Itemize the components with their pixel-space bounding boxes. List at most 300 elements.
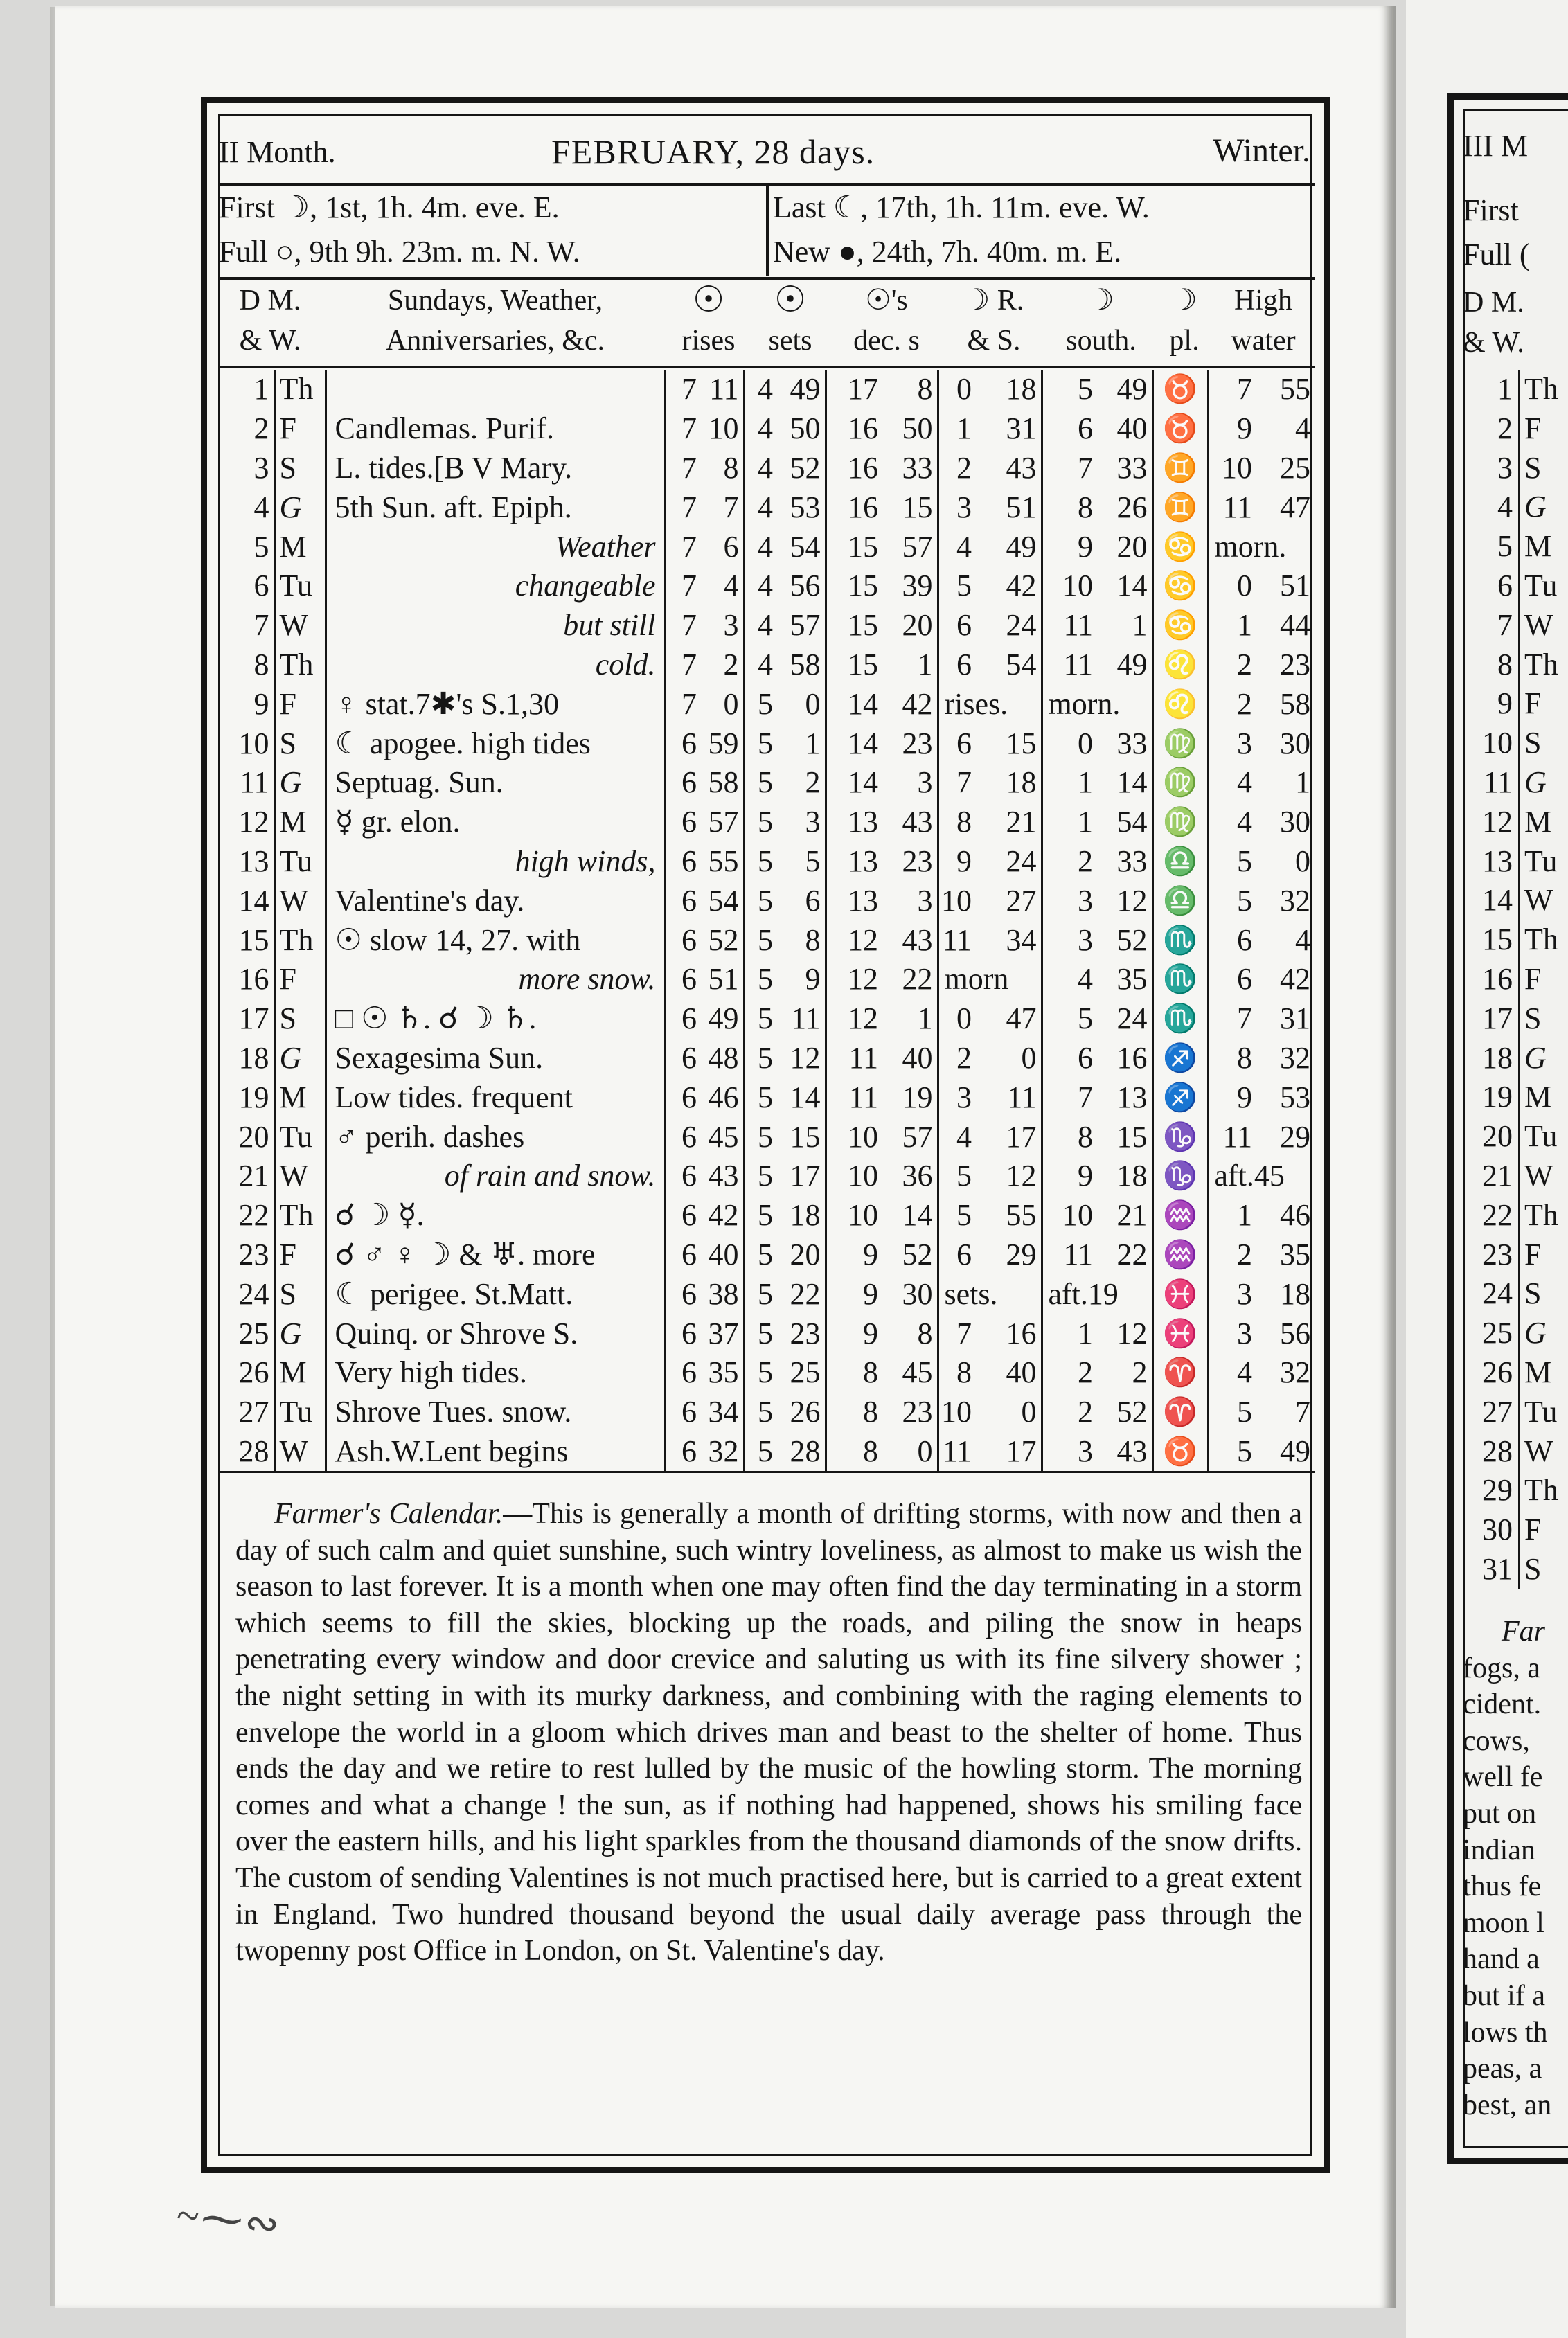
declination-minutes: 3	[882, 763, 938, 803]
moon-rise-hour: 11	[942, 1434, 972, 1468]
event-text: ☿ gr. elon.	[326, 803, 665, 842]
high-water-hour: 8	[1237, 1040, 1252, 1075]
next-page-row	[1463, 1510, 1558, 1550]
next-day-week: Th	[1524, 1473, 1558, 1508]
declination-degrees: 14	[848, 686, 878, 721]
declination-degrees: 13	[848, 805, 878, 839]
next-page-text-line: indian	[1463, 1834, 1535, 1866]
day-of-week: M	[274, 1078, 326, 1117]
day-of-week: F	[274, 960, 326, 999]
moon-south-minute: 54	[1097, 803, 1152, 842]
high-water-hour: 10	[1222, 450, 1252, 485]
moon-south-minute: 33	[1097, 449, 1152, 488]
farmers-calendar-text	[235, 1496, 1302, 1970]
sunset-hour: 4	[758, 529, 773, 564]
next-page-text-line: moon l	[1463, 1907, 1544, 1939]
next-page-row	[1463, 1196, 1558, 1235]
col-day: D M. & W.	[239, 285, 301, 357]
moon-sign: ♍	[1152, 724, 1208, 763]
next-page-row	[1463, 566, 1558, 606]
high-water-minute: 35	[1280, 1237, 1310, 1271]
moon-sign: ♋	[1152, 606, 1208, 645]
day-of-month: 24	[219, 1274, 274, 1314]
high-water-hour: 11	[1222, 490, 1252, 524]
moon-rise-hour: 2	[956, 450, 972, 485]
farmers-calendar-body: —This is generally a month of drifting storms, with now and then a day of such calm and quiet sunshine, such wintry loveliness, as almost to make us wish the season to last forever. It is a month when one may often find the day terminating in a storm which seems to fill the skies, blocking up the roads, and piling the snow in heaps penetrating every window and door crevice and saluting us with its fine silvery shower ; the night setting in with its murky darkness, and combining with the raging elements to envelope the world in a gloom which drives man and beast to the shelter of home. Thus ends the day and we retire to rest lulled by the music of the howling storm. The morning comes and what a change ! the sun, as if nothing had happened, shows his smiling face over the eastern hills, and his light sparkles from the thousand diamonds of the snow drifts. The custom of sending Valentines is not much practised here, but is carried to a great extent in England. Two hundred thousand beyond the usual daily average pass through the twopenny post Office in London, on St. Valentine's day.	[235, 1498, 1302, 1967]
sunset-minute: 2	[777, 763, 826, 803]
declination-degrees: 16	[848, 490, 878, 524]
column-header-rule	[219, 366, 1315, 368]
sunrise-minute: 32	[701, 1432, 744, 1472]
moon-rise-minute: 54	[976, 645, 1042, 685]
high-water-hour: 3	[1237, 1276, 1252, 1311]
next-page-text-line: thus fe	[1463, 1871, 1542, 1903]
high-water-hour: 7	[1237, 1001, 1252, 1036]
day-of-month: 20	[219, 1117, 274, 1157]
day-of-month: 25	[219, 1314, 274, 1353]
sunrise-hour: 6	[681, 1276, 697, 1311]
sunrise-hour: 6	[681, 883, 697, 918]
declination-minutes: 42	[882, 684, 938, 724]
next-day-week: S	[1524, 726, 1542, 760]
moon-rise-minute: 24	[976, 606, 1042, 645]
declination-degrees: 9	[863, 1237, 878, 1271]
declination-minutes: 3	[882, 881, 938, 920]
sunrise-hour: 6	[681, 1434, 697, 1468]
high-water-minute: 29	[1280, 1119, 1310, 1154]
declination-minutes: 23	[882, 724, 938, 763]
day-of-week: G	[274, 1314, 326, 1353]
high-water-hour: 4	[1237, 765, 1252, 800]
next-page-row	[1463, 1274, 1558, 1314]
moon-sign: ♌	[1152, 684, 1208, 724]
moon-rise-hour: 9	[956, 844, 972, 878]
sunset-minute: 18	[777, 1196, 826, 1235]
moon-south-minute: 33	[1097, 842, 1152, 882]
sunrise-minute: 40	[701, 1235, 744, 1275]
day-of-month: 4	[219, 488, 274, 527]
moon-sign: ♌	[1152, 645, 1208, 685]
moon-rise-hour: sets.	[944, 1276, 998, 1311]
calendar-row	[219, 1117, 1315, 1157]
moon-sign: ♓	[1152, 1314, 1208, 1353]
moon-sign: ♍	[1152, 803, 1208, 842]
moon-rise-minute: 17	[976, 1117, 1042, 1157]
next-page-row	[1463, 1353, 1558, 1393]
day-of-month: 28	[219, 1432, 274, 1472]
sunset-hour: 5	[758, 765, 773, 800]
moon-south-minute: 1	[1097, 606, 1152, 645]
day-of-month: 13	[219, 842, 274, 882]
moon-south-minute: 33	[1097, 724, 1152, 763]
next-day-number: 1	[1463, 370, 1520, 409]
sunrise-hour: 7	[681, 450, 697, 485]
sunset-hour: 5	[758, 1159, 773, 1193]
day-of-month: 9	[219, 684, 274, 724]
calendar-row	[219, 1157, 1315, 1196]
day-of-week: W	[274, 1432, 326, 1472]
sunrise-hour: 7	[681, 647, 697, 681]
declination-minutes: 45	[882, 1353, 938, 1393]
declination-degrees: 15	[848, 529, 878, 564]
sunrise-hour: 6	[681, 1080, 697, 1114]
sunrise-minute: 49	[701, 999, 744, 1039]
moon-rise-minute: 24	[976, 842, 1042, 882]
declination-minutes: 20	[882, 606, 938, 645]
calendar-row	[219, 1314, 1315, 1353]
high-water-hour: 1	[1237, 608, 1252, 643]
sunrise-hour: 6	[681, 844, 697, 878]
declination-minutes: 19	[882, 1078, 938, 1117]
event-text: changeable	[326, 566, 665, 606]
high-water-hour: 1	[1237, 1198, 1252, 1233]
high-water-minute: 55	[1280, 372, 1310, 407]
sunset-minute: 22	[777, 1274, 826, 1314]
declination-degrees: 13	[848, 844, 878, 878]
declination-minutes: 39	[882, 566, 938, 606]
moon-rise-hour: 0	[956, 372, 972, 407]
next-page-text-line: fogs, a	[1463, 1652, 1540, 1684]
calendar-row	[219, 527, 1315, 566]
calendar-row	[219, 1196, 1315, 1235]
sunset-minute: 3	[777, 803, 826, 842]
declination-minutes: 43	[882, 920, 938, 960]
high-water-hour: 0	[1237, 569, 1252, 603]
sunset-hour: 5	[758, 805, 773, 839]
high-water-hour: 9	[1237, 1080, 1252, 1114]
next-day-number: 10	[1463, 724, 1520, 763]
sunrise-minute: 6	[701, 527, 744, 566]
day-of-week: F	[274, 409, 326, 449]
moon-sign: ♑	[1152, 1117, 1208, 1157]
sunset-hour: 5	[758, 1119, 773, 1154]
calendar-row	[219, 488, 1315, 527]
sunrise-minute: 10	[701, 409, 744, 449]
calendar-row	[219, 449, 1315, 488]
moon-rise-hour: 5	[956, 1159, 972, 1193]
moon-south-minute: 15	[1097, 1117, 1152, 1157]
sunset-hour: 5	[758, 1395, 773, 1429]
moon-sign: ♐	[1152, 1039, 1208, 1078]
declination-minutes: 0	[882, 1432, 938, 1472]
day-of-month: 15	[219, 920, 274, 960]
day-of-week: S	[274, 724, 326, 763]
sunset-minute: 8	[777, 920, 826, 960]
moon-rise-minute: 21	[976, 803, 1042, 842]
sunrise-minute: 55	[701, 842, 744, 882]
declination-degrees: 14	[848, 726, 878, 760]
sunrise-minute: 34	[701, 1393, 744, 1432]
moon-sign: ♎	[1152, 842, 1208, 882]
next-page-row	[1463, 645, 1558, 685]
moon-south-minute: 49	[1097, 645, 1152, 685]
sunrise-hour: 6	[681, 1001, 697, 1036]
moon-sign: ♐	[1152, 1078, 1208, 1117]
moon-rise-minute: 27	[976, 881, 1042, 920]
moon-rise-minute: 29	[976, 1235, 1042, 1275]
moon-rise-minute: 42	[976, 566, 1042, 606]
sunset-hour: 5	[758, 1198, 773, 1233]
next-day-number: 30	[1463, 1510, 1520, 1550]
moon-rise-minute: 15	[976, 724, 1042, 763]
next-page-text-line: peas, a	[1463, 2053, 1542, 2085]
moon-south-hour: 2	[1078, 844, 1093, 878]
sunset-hour: 4	[758, 450, 773, 485]
moon-sign: ♒	[1152, 1235, 1208, 1275]
sunset-minute: 23	[777, 1314, 826, 1353]
declination-minutes: 36	[882, 1157, 938, 1196]
event-text: ☌ ♂ ♀ ☽ & ♅. more	[326, 1235, 665, 1275]
day-of-month: 12	[219, 803, 274, 842]
high-water-minute: 30	[1280, 726, 1310, 760]
high-water-minute: 4	[1295, 922, 1310, 957]
next-day-week: Tu	[1524, 1119, 1558, 1154]
day-of-month: 2	[219, 409, 274, 449]
sunset-hour: 5	[758, 1355, 773, 1390]
moon-sign: ♋	[1152, 527, 1208, 566]
declination-minutes: 8	[882, 1314, 938, 1353]
day-of-week: S	[274, 1274, 326, 1314]
next-day-number: 5	[1463, 527, 1520, 566]
moon-sign: ♊	[1152, 488, 1208, 527]
sunrise-hour: 6	[681, 1355, 697, 1390]
high-water-hour: 5	[1237, 1395, 1252, 1429]
next-day-week: S	[1524, 1001, 1542, 1035]
sunrise-hour: 6	[681, 922, 697, 957]
moon-rise-minute: 18	[976, 763, 1042, 803]
sunset-minute: 25	[777, 1353, 826, 1393]
next-page-row	[1463, 1471, 1558, 1510]
moon-rise-hour: 5	[956, 569, 972, 603]
moon-sign: ♏	[1152, 999, 1208, 1039]
moon-rise-hour: 8	[956, 805, 972, 839]
calendar-row	[219, 1078, 1315, 1117]
day-of-week: W	[274, 881, 326, 920]
moon-sign: ♓	[1152, 1274, 1208, 1314]
next-day-number: 20	[1463, 1117, 1520, 1157]
high-water-hour: 2	[1237, 647, 1252, 681]
sunset-hour: 5	[758, 922, 773, 957]
sunset-minute: 28	[777, 1432, 826, 1472]
next-page-row	[1463, 724, 1558, 763]
day-of-week: Tu	[274, 842, 326, 882]
event-text: but still	[326, 606, 665, 645]
sunset-minute: 0	[777, 684, 826, 724]
moon-south-hour: 5	[1078, 372, 1093, 407]
sunset-minute: 20	[777, 1235, 826, 1275]
moon-south-minute: 40	[1097, 409, 1152, 449]
declination-minutes: 40	[882, 1039, 938, 1078]
next-page-row	[1463, 1039, 1558, 1078]
moon-rise-hour: 6	[956, 726, 972, 760]
next-day-number: 9	[1463, 684, 1520, 724]
sunrise-minute: 43	[701, 1157, 744, 1196]
high-water-minute: 53	[1280, 1080, 1310, 1114]
sunset-hour: 5	[758, 1276, 773, 1311]
declination-minutes: 43	[882, 803, 938, 842]
sunset-minute: 11	[777, 999, 826, 1039]
col-moon-place: ☽ pl.	[1169, 285, 1200, 357]
next-day-number: 25	[1463, 1314, 1520, 1353]
day-of-month: 5	[219, 527, 274, 566]
day-of-week: Th	[274, 1196, 326, 1235]
moon-sign: ♎	[1152, 881, 1208, 920]
moon-rise-hour: 2	[956, 1040, 972, 1075]
next-day-week: Th	[1524, 647, 1558, 681]
sunrise-hour: 7	[681, 490, 697, 524]
next-page-row	[1463, 1432, 1558, 1472]
day-of-month: 14	[219, 881, 274, 920]
day-of-week: W	[274, 606, 326, 645]
event-text: 5th Sun. aft. Epiph.	[326, 488, 665, 527]
next-day-week: G	[1524, 490, 1547, 524]
moon-south-minute: 49	[1097, 370, 1152, 409]
sunset-hour: 5	[758, 1040, 773, 1075]
next-page-row	[1463, 1078, 1558, 1117]
sunrise-minute: 48	[701, 1039, 744, 1078]
event-text: Candlemas. Purif.	[326, 409, 665, 449]
moon-rise-hour: 1	[956, 411, 972, 446]
col-sun-dec: ☉'s dec. s	[853, 285, 920, 357]
next-day-number: 4	[1463, 488, 1520, 527]
declination-degrees: 14	[848, 765, 878, 800]
next-day-week: S	[1524, 450, 1542, 485]
event-text: ☌ ☽ ☿.	[326, 1196, 665, 1235]
first-quarter-phase: First ☽, 1st, 1h. 4m. eve. E.	[219, 190, 560, 224]
high-water-hour: 4	[1237, 1355, 1252, 1390]
table-bottom-rule	[219, 1471, 1315, 1473]
high-water-minute: 23	[1280, 647, 1310, 681]
next-page-text-line: cows,	[1463, 1724, 1530, 1757]
next-page-row	[1463, 1314, 1558, 1353]
declination-degrees: 12	[848, 922, 878, 957]
moon-rise-hour: 3	[956, 490, 972, 524]
sunset-hour: 4	[758, 608, 773, 643]
calendar-row	[219, 763, 1315, 803]
next-day-number: 6	[1463, 566, 1520, 606]
next-day-number: 14	[1463, 881, 1520, 920]
declination-degrees: 15	[848, 608, 878, 643]
next-page-header: III M	[1463, 129, 1529, 163]
sunrise-minute: 37	[701, 1314, 744, 1353]
moon-rise-hour: morn	[944, 962, 1009, 997]
high-water-minute: 44	[1280, 608, 1310, 643]
sunset-minute: 15	[777, 1117, 826, 1157]
event-text: Weather	[326, 527, 665, 566]
sunrise-hour: 6	[681, 1316, 697, 1350]
calendar-row	[219, 999, 1315, 1039]
next-page-row	[1463, 803, 1558, 842]
next-day-week: F	[1524, 686, 1542, 721]
sunrise-minute: 7	[701, 488, 744, 527]
event-text: ☾ apogee. high tides	[326, 724, 665, 763]
next-page-row	[1463, 1550, 1558, 1589]
next-day-week: M	[1524, 804, 1552, 839]
high-water-minute: 7	[1295, 1395, 1310, 1429]
sunrise-minute: 42	[701, 1196, 744, 1235]
next-page-text-line: hand a	[1463, 1943, 1540, 1976]
moon-rise-minute: 31	[976, 409, 1042, 449]
sunset-hour: 4	[758, 647, 773, 681]
high-water-hour: 3	[1237, 1316, 1252, 1350]
moon-rise-hour: 4	[956, 1119, 972, 1154]
day-of-month: 18	[219, 1039, 274, 1078]
declination-minutes: 15	[882, 488, 938, 527]
moon-rise-minute: 40	[976, 1353, 1042, 1393]
high-water-hour: aft.45	[1214, 1159, 1285, 1193]
next-day-week: Tu	[1524, 568, 1558, 603]
moon-south-hour: 3	[1078, 1434, 1093, 1468]
next-page-row	[1463, 449, 1558, 488]
sunset-minute: 26	[777, 1393, 826, 1432]
moon-rise-minute: 0	[976, 1039, 1042, 1078]
day-of-month: 17	[219, 999, 274, 1039]
moon-south-hour: 0	[1078, 726, 1093, 760]
moon-sign: ♉	[1152, 1432, 1208, 1472]
month-title: FEBRUARY, 28 days.	[551, 132, 875, 171]
next-day-number: 24	[1463, 1274, 1520, 1314]
calendar-table	[219, 370, 1316, 1471]
calendar-row	[219, 960, 1315, 999]
declination-minutes: 8	[882, 370, 938, 409]
next-day-week: F	[1524, 411, 1542, 445]
day-of-month: 21	[219, 1157, 274, 1196]
moon-rise-hour: 7	[956, 1316, 972, 1350]
day-of-month: 7	[219, 606, 274, 645]
day-of-week: F	[274, 684, 326, 724]
next-page-row	[1463, 684, 1558, 724]
high-water-minute: 30	[1280, 805, 1310, 839]
day-of-month: 3	[219, 449, 274, 488]
next-page-rows	[1463, 370, 1558, 1589]
high-water-hour: 6	[1237, 922, 1252, 957]
sunrise-minute: 58	[701, 763, 744, 803]
sunset-hour: 4	[758, 411, 773, 446]
moon-south-hour: 11	[1063, 608, 1093, 643]
sunrise-hour: 6	[681, 1119, 697, 1154]
moon-rise-minute: 12	[976, 1157, 1042, 1196]
high-water-minute: 51	[1280, 569, 1310, 603]
sunrise-minute: 38	[701, 1274, 744, 1314]
moon-south-minute: 26	[1097, 488, 1152, 527]
sunset-minute: 49	[777, 370, 826, 409]
moon-rise-hour: 4	[956, 529, 972, 564]
calendar-row	[219, 409, 1315, 449]
sunset-minute: 50	[777, 409, 826, 449]
moon-sign: ♋	[1152, 566, 1208, 606]
next-day-number: 26	[1463, 1353, 1520, 1393]
next-page-row	[1463, 606, 1558, 645]
next-page-text-line: well fe	[1463, 1761, 1543, 1794]
sunrise-minute: 3	[701, 606, 744, 645]
day-of-month: 22	[219, 1196, 274, 1235]
col-high-water: High water	[1231, 285, 1296, 357]
declination-degrees: 8	[863, 1395, 878, 1429]
moon-sign: ♑	[1152, 1157, 1208, 1196]
declination-degrees: 8	[863, 1355, 878, 1390]
moon-south-hour: 5	[1078, 1001, 1093, 1036]
high-water-hour: 5	[1237, 883, 1252, 918]
declination-degrees: 16	[848, 411, 878, 446]
calendar-row	[219, 920, 1315, 960]
calendar-row	[219, 1274, 1315, 1314]
next-day-number: 12	[1463, 803, 1520, 842]
col-sun-sets: ☉ sets	[749, 280, 831, 367]
season-label: Winter.	[1213, 132, 1310, 169]
declination-degrees: 13	[848, 883, 878, 918]
sunrise-minute: 52	[701, 920, 744, 960]
moon-rise-hour: 6	[956, 647, 972, 681]
